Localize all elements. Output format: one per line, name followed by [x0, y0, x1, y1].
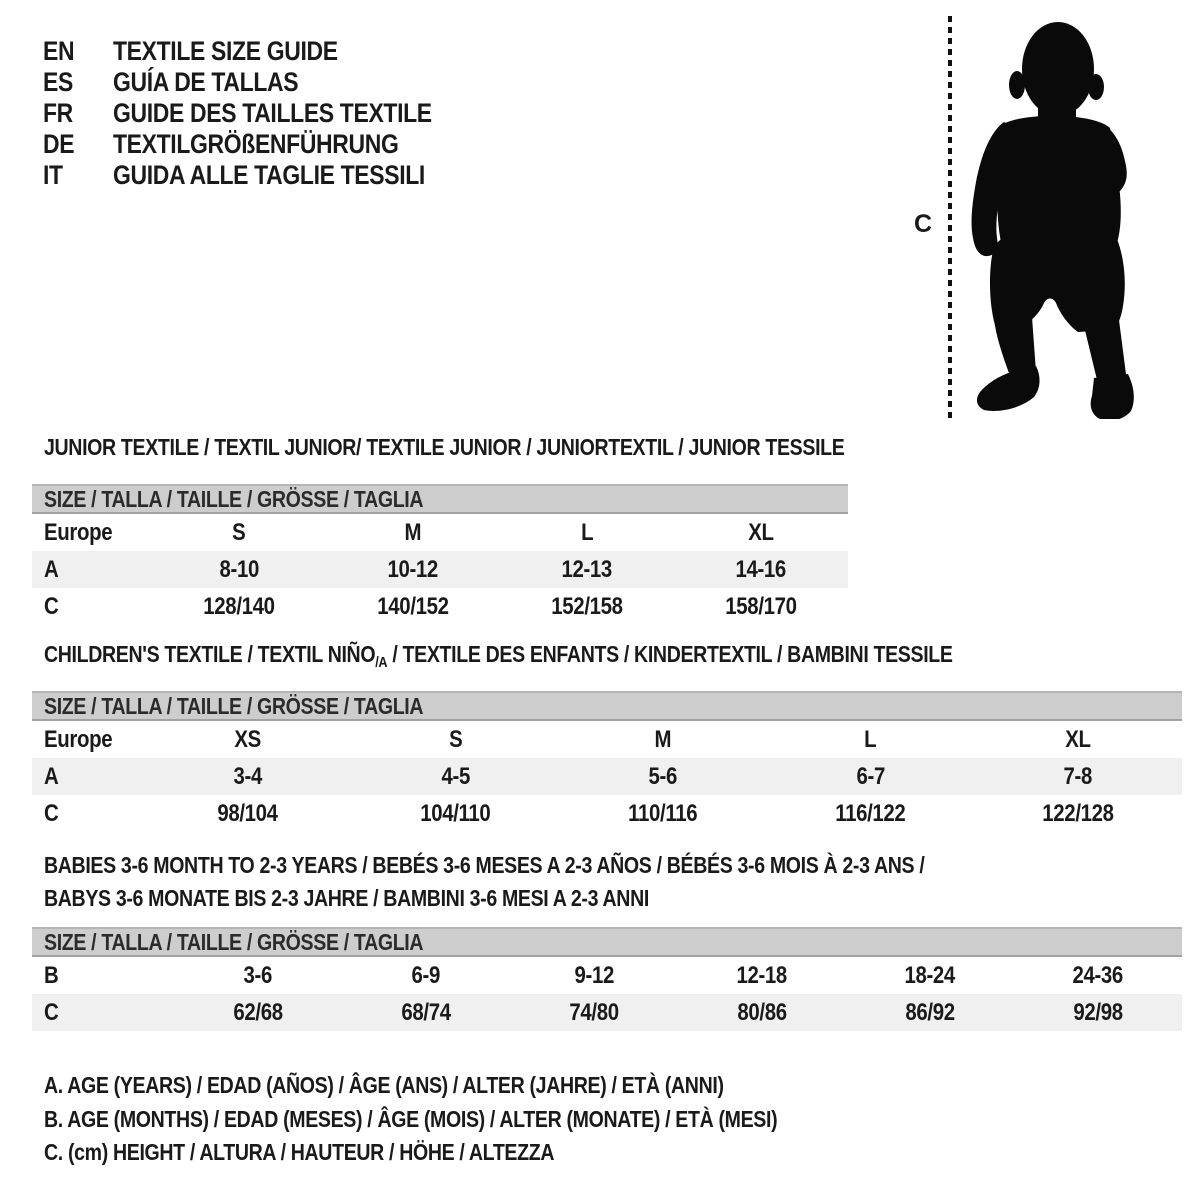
value-cell: 122/128 — [1042, 799, 1114, 827]
value-cell: 104/110 — [420, 799, 491, 827]
toddler-silhouette — [972, 22, 1134, 419]
value-cell: S — [448, 725, 463, 753]
value-cell: 4-5 — [441, 762, 470, 790]
value-cell: 80/86 — [737, 998, 787, 1026]
row-label-cell: C — [44, 592, 59, 620]
height-measure-label: C — [914, 210, 933, 238]
value-cell: 10-12 — [387, 555, 439, 583]
value-cell: 24-36 — [1072, 961, 1124, 989]
table-row — [32, 514, 848, 551]
footnote-line: B. AGE (MONTHS) / EDAD (MESES) / ÂGE (MOIS) / ALTER (MONATE) / ETÀ (MESI) — [44, 1105, 778, 1132]
value-cell: 116/122 — [835, 799, 906, 827]
language-row — [43, 129, 488, 160]
value-cell: M — [404, 518, 422, 546]
value-cell: 152/158 — [551, 592, 623, 620]
value-cell: 5-6 — [648, 762, 678, 790]
value-cell: 8-10 — [219, 555, 259, 583]
row-label-cell: A — [44, 762, 59, 790]
children-size-table — [32, 721, 1182, 832]
language-title: GUIDA ALLE TAGLIE TESSILI — [113, 160, 425, 190]
value-cell: 14-16 — [735, 555, 787, 583]
value-cell: 86/92 — [905, 998, 955, 1026]
junior-size-header-bar: SIZE / TALLA / TAILLE / GRÖSSE / TAGLIA — [32, 484, 848, 514]
value-cell: L — [580, 518, 594, 546]
value-cell: 74/80 — [569, 998, 619, 1026]
value-cell: 98/104 — [217, 799, 278, 827]
value-cell: 6-9 — [411, 961, 441, 989]
language-code: EN — [43, 36, 75, 66]
row-label-cell: B — [44, 961, 59, 989]
language-title: TEXTILGRÖßENFÜHRUNG — [113, 129, 399, 159]
value-cell: 12-18 — [736, 961, 788, 989]
footnotes — [44, 1069, 907, 1170]
toddler-silhouette-image — [968, 14, 1143, 419]
table-row — [32, 721, 1182, 758]
value-cell: XL — [748, 518, 774, 546]
children-size-header-bar: SIZE / TALLA / TAILLE / GRÖSSE / TAGLIA — [32, 691, 1182, 721]
babies-size-table — [32, 957, 1182, 1031]
value-cell: 9-12 — [574, 961, 614, 989]
value-cell: M — [654, 725, 672, 753]
footnote-line: A. AGE (YEARS) / EDAD (AÑOS) / ÂGE (ANS) / ALTER (JAHRE) / ETÀ (ANNI) — [44, 1072, 724, 1098]
junior-section-title: JUNIOR TEXTILE / TEXTIL JUNIOR/ TEXTILE JUNIOR / JUNIORTEXTIL / JUNIOR TESSILE — [44, 434, 845, 460]
row-label-cell: Europe — [44, 518, 113, 546]
row-label-cell: Europe — [44, 725, 113, 753]
language-title: GUIDE DES TAILLES TEXTILE — [113, 98, 432, 128]
value-cell: 62/68 — [233, 998, 283, 1026]
language-code: ES — [43, 67, 73, 97]
language-header — [43, 36, 488, 191]
language-title: TEXTILE SIZE GUIDE — [113, 36, 338, 66]
language-title: GUÍA DE TALLAS — [113, 67, 299, 97]
children-section-title: CHILDREN'S TEXTILE / TEXTIL $NIÑO_{/A}$ / TEXTILE DES ENFANTS / KINDERTEXTIL / BAMBINI TESSILE — [44, 641, 953, 671]
title-subscript: /A — [375, 654, 388, 671]
table-row — [32, 994, 1182, 1031]
language-code: IT — [43, 160, 63, 190]
value-cell: 3-6 — [243, 961, 273, 989]
value-cell: 110/116 — [628, 799, 698, 827]
language-row — [43, 67, 488, 98]
language-code: FR — [43, 98, 73, 128]
value-cell: 3-4 — [233, 762, 263, 790]
value-cell: 18-24 — [904, 961, 956, 989]
table-row — [32, 551, 848, 588]
junior-size-table — [32, 514, 848, 625]
value-cell: S — [232, 518, 246, 546]
table-row — [32, 588, 848, 625]
footnote-line: C. (cm) HEIGHT / ALTURA / HAUTEUR / HÖHE / ALTEZZA — [44, 1139, 555, 1165]
language-row — [43, 98, 488, 129]
row-label-cell: A — [44, 555, 59, 583]
language-row — [43, 36, 488, 67]
value-cell: 92/98 — [1073, 998, 1123, 1026]
value-cell: 128/140 — [203, 592, 275, 620]
value-cell: 7-8 — [1063, 762, 1093, 790]
value-cell: 140/152 — [377, 592, 449, 620]
value-cell: 6-7 — [856, 762, 885, 790]
language-row — [43, 160, 488, 191]
value-cell: 158/170 — [725, 592, 797, 620]
value-cell: XL — [1065, 725, 1091, 753]
value-cell: 12-13 — [561, 555, 613, 583]
height-dashed-line — [946, 16, 954, 418]
babies-size-header-bar: SIZE / TALLA / TAILLE / GRÖSSE / TAGLIA — [32, 927, 1182, 957]
row-label-cell: C — [44, 998, 59, 1026]
table-row — [32, 795, 1182, 832]
value-cell: 68/74 — [401, 998, 451, 1026]
table-row — [32, 758, 1182, 795]
table-row — [32, 957, 1182, 994]
value-cell: L — [864, 725, 877, 753]
language-code: DE — [43, 129, 75, 159]
value-cell: XS — [234, 725, 262, 753]
row-label-cell: C — [44, 799, 59, 827]
babies-section-title: BABIES 3-6 MONTH TO 2-3 YEARS / BEBÉS 3-6 MESES A 2-3 AÑOS / BÉBÉS 3-6 MOIS À 2-3 ANS / BABYS 3-6 MONATE BIS 2-3 JAHRE / BAMBINI 3-6 MESI A 2-3 ANNI — [44, 852, 925, 911]
